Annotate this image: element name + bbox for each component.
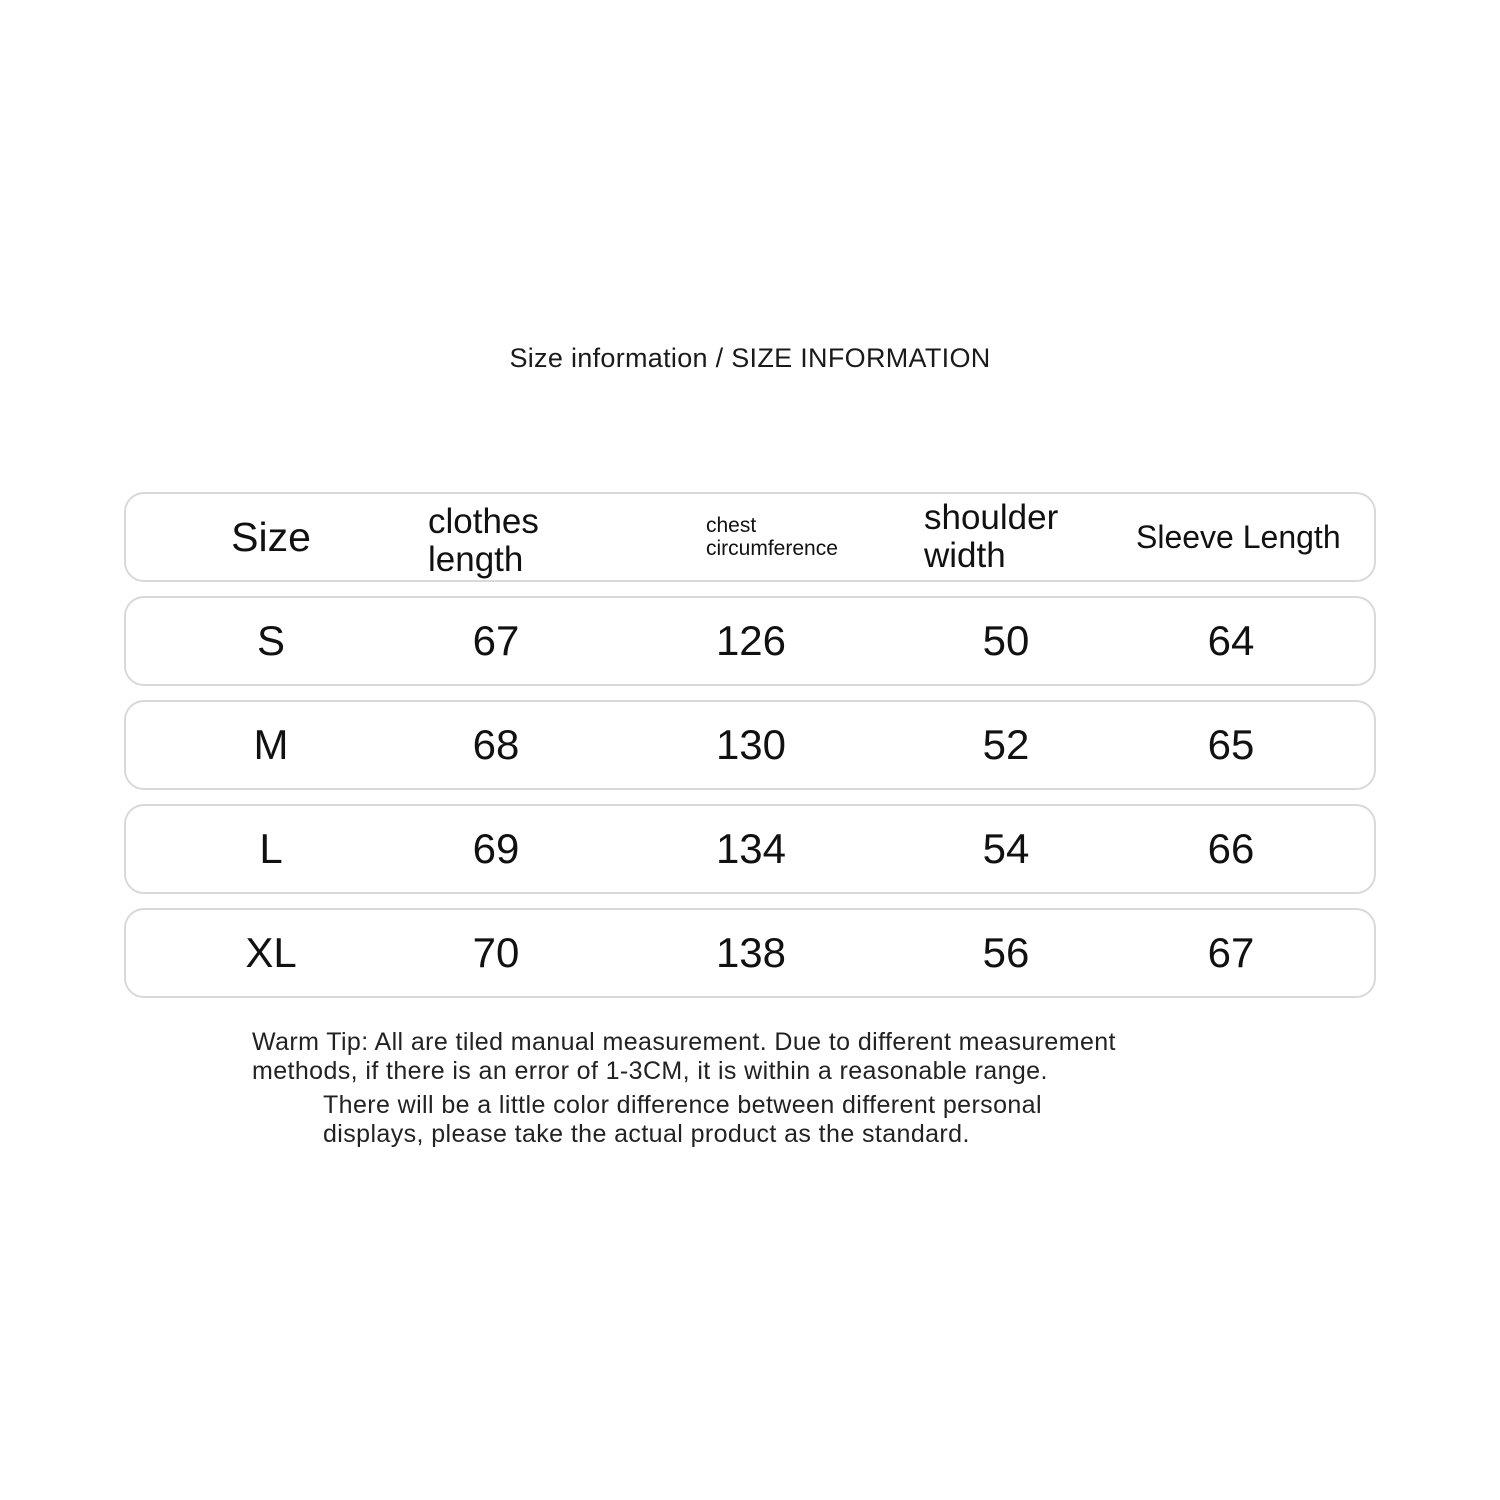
header-size: Size [231, 513, 311, 560]
header-chest-line2: circumference [706, 537, 838, 560]
cell-shoulder-width: 56 [982, 929, 1030, 976]
warm-tip-measurement [252, 1028, 1262, 1086]
header-shoulder-width [924, 494, 1104, 580]
color-difference-note [323, 1091, 1203, 1149]
cell-sleeve-length: 67 [1207, 929, 1255, 976]
cell-chest-circumference: 130 [715, 721, 787, 768]
color-note-line2: displays, please take the actual product as the standard. [323, 1120, 970, 1148]
size-table [124, 492, 1376, 998]
cell-size: XL [245, 929, 297, 976]
header-shoulder-line2: width [924, 536, 1006, 575]
cell-sleeve-length: 65 [1207, 721, 1255, 768]
color-note-line1: There will be a little color difference between different personal [323, 1091, 1042, 1119]
page-title: Size information / SIZE INFORMATION [509, 343, 991, 373]
cell-shoulder-width: 50 [982, 617, 1030, 664]
table-row [124, 700, 1376, 790]
header-chest-line1: chest [706, 514, 757, 537]
cell-size: L [259, 825, 283, 872]
cell-clothes-length: 67 [472, 617, 520, 664]
cell-sleeve-length: 64 [1207, 617, 1255, 664]
header-chest-circumference [706, 494, 886, 582]
warm-tip-line2: methods, if there is an error of 1-3CM, it is within a reasonable range. [252, 1057, 1048, 1085]
cell-shoulder-width: 54 [982, 825, 1030, 872]
cell-size: M [253, 721, 289, 768]
header-clothes-length-line1: clothes [428, 502, 539, 541]
table-header-row [124, 492, 1376, 582]
cell-shoulder-width: 52 [982, 721, 1030, 768]
cell-chest-circumference: 134 [715, 825, 787, 872]
header-sleeve-length: Sleeve Length [1136, 518, 1341, 555]
cell-chest-circumference: 138 [715, 929, 787, 976]
header-clothes-length [428, 494, 598, 584]
table-row [124, 908, 1376, 998]
cell-clothes-length: 68 [472, 721, 520, 768]
header-clothes-length-line2: length [428, 540, 524, 579]
cell-clothes-length: 69 [472, 825, 520, 872]
cell-sleeve-length: 66 [1207, 825, 1255, 872]
table-row [124, 804, 1376, 894]
cell-clothes-length: 70 [472, 929, 520, 976]
warm-tip-line1: Warm Tip: All are tiled manual measurement. Due to different measurement [252, 1028, 1116, 1056]
cell-size: S [256, 617, 285, 664]
cell-chest-circumference: 126 [715, 617, 787, 664]
header-shoulder-line1: shoulder [924, 498, 1059, 537]
table-row [124, 596, 1376, 686]
